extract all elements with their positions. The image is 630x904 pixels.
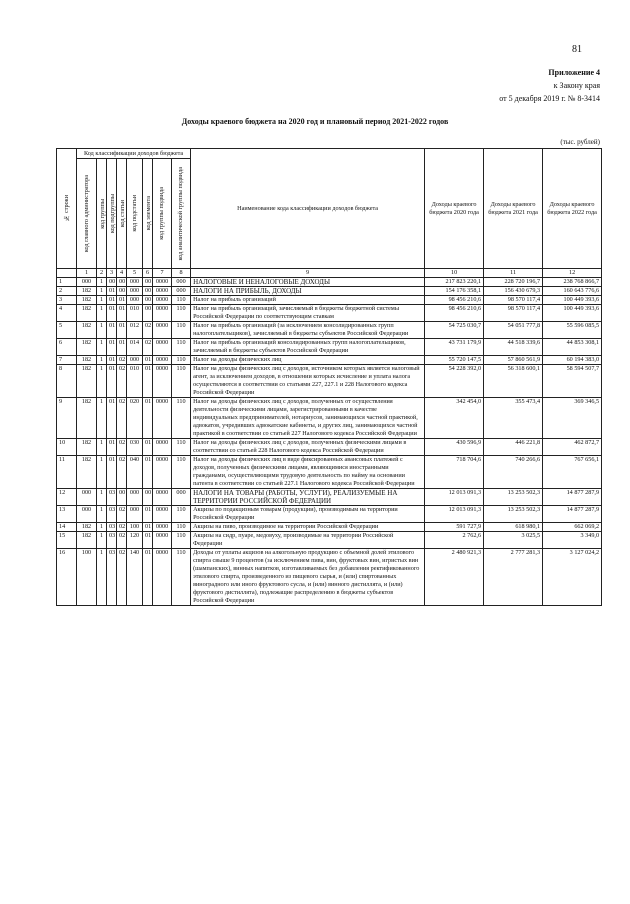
kbk-code-cell: 00 — [117, 489, 127, 506]
kbk-code-cell: 0000 — [153, 439, 172, 456]
value-2022: 58 594 507,7 — [543, 365, 602, 398]
header-code-subtype-group: код группы подвида — [153, 159, 172, 269]
kbk-code-cell: 1 — [97, 296, 107, 305]
value-2022: 462 872,7 — [543, 439, 602, 456]
col-number: 6 — [143, 269, 153, 278]
col-number: 12 — [543, 269, 602, 278]
kbk-code-cell: 03 — [107, 523, 117, 532]
table-row — [57, 506, 602, 523]
kbk-code-cell: 110 — [172, 305, 191, 322]
kbk-code-cell: 000 — [77, 506, 97, 523]
value-2020: 55 720 147,5 — [425, 356, 484, 365]
kbk-code-cell: 000 — [127, 506, 143, 523]
value-2021: 618 980,1 — [484, 523, 543, 532]
kbk-code-cell: 01 — [107, 365, 117, 398]
value-2020: 591 727,9 — [425, 523, 484, 532]
kbk-code-cell: 110 — [172, 296, 191, 305]
value-2022: 100 449 393,6 — [543, 305, 602, 322]
kbk-code-cell: 0000 — [153, 523, 172, 532]
value-2022: 662 069,2 — [543, 523, 602, 532]
appendix-title: Приложение 4 — [548, 68, 600, 77]
kbk-code-cell: 01 — [107, 287, 117, 296]
value-2021: 3 025,5 — [484, 532, 543, 549]
col-number: 7 — [153, 269, 172, 278]
col-number: 2 — [97, 269, 107, 278]
kbk-code-cell: 000 — [127, 356, 143, 365]
row-name: НАЛОГИ НА ПРИБЫЛЬ, ДОХОДЫ — [191, 287, 425, 296]
kbk-code-cell: 1 — [97, 523, 107, 532]
value-2022: 14 877 287,9 — [543, 489, 602, 506]
kbk-code-cell: 110 — [172, 456, 191, 489]
row-name: НАЛОГОВЫЕ И НЕНАЛОГОВЫЕ ДОХОДЫ — [191, 278, 425, 287]
row-number: 13 — [57, 506, 77, 523]
value-2021: 13 253 502,3 — [484, 506, 543, 523]
value-2022: 100 449 393,6 — [543, 296, 602, 305]
table-row — [57, 549, 602, 606]
header-code-article: код статьи — [117, 159, 127, 269]
kbk-code-cell: 000 — [127, 278, 143, 287]
kbk-code-cell: 01 — [107, 356, 117, 365]
kbk-code-cell: 00 — [107, 278, 117, 287]
kbk-code-cell: 00 — [143, 287, 153, 296]
table-row — [57, 489, 602, 506]
kbk-code-cell: 02 — [117, 439, 127, 456]
value-2021: 57 860 561,9 — [484, 356, 543, 365]
kbk-code-cell: 0000 — [153, 532, 172, 549]
header-code-group: код группы — [97, 159, 107, 269]
row-number: 15 — [57, 532, 77, 549]
row-name: Налог на доходы физических лиц с доходов, источником которых является налоговый агент, за исключением доходов, в отношении которых исчисление и уплата налога осуществляются в соответствии со статьями 227, 227.1 и 228 Налогового кодекса Российской Федерации — [191, 365, 425, 398]
table-row — [57, 439, 602, 456]
table-row — [57, 287, 602, 296]
row-number: 4 — [57, 305, 77, 322]
header-2020: Доходы краевого бюджета 2020 года — [425, 149, 484, 269]
header-code-element: код элемента — [143, 159, 153, 269]
kbk-code-cell: 01 — [107, 322, 117, 339]
kbk-code-cell: 110 — [172, 398, 191, 439]
kbk-code-cell: 03 — [107, 506, 117, 523]
kbk-code-cell: 01 — [143, 549, 153, 606]
kbk-code-cell: 1 — [97, 532, 107, 549]
kbk-code-cell: 1 — [97, 278, 107, 287]
header-kbk-group: Код классификации доходов бюджета — [77, 149, 191, 159]
header-name: Наименование кода классификации доходов бюджета — [191, 149, 425, 269]
value-2020: 154 176 358,1 — [425, 287, 484, 296]
row-name: Налог на доходы физических лиц с доходов, полученных физическими лицами в соответствии со статьей 228 Налогового кодекса Российской Федерации — [191, 439, 425, 456]
kbk-code-cell: 01 — [107, 456, 117, 489]
kbk-code-cell: 03 — [107, 549, 117, 606]
header-2021: Доходы краевого бюджета 2021 года — [484, 149, 543, 269]
table-row — [57, 398, 602, 439]
row-number: 6 — [57, 339, 77, 356]
row-number: 7 — [57, 356, 77, 365]
value-2020: 217 823 220,1 — [425, 278, 484, 287]
kbk-code-cell: 0000 — [153, 506, 172, 523]
value-2021: 228 720 196,7 — [484, 278, 543, 287]
value-2022: 238 768 866,7 — [543, 278, 602, 287]
row-number: 11 — [57, 456, 77, 489]
kbk-code-cell: 100 — [127, 523, 143, 532]
kbk-code-cell: 0000 — [153, 278, 172, 287]
kbk-code-cell: 182 — [77, 532, 97, 549]
col-number: 5 — [127, 269, 143, 278]
kbk-code-cell: 000 — [172, 287, 191, 296]
value-2021: 156 430 679,3 — [484, 287, 543, 296]
kbk-code-cell: 010 — [127, 305, 143, 322]
table-row — [57, 532, 602, 549]
kbk-code-cell: 182 — [77, 356, 97, 365]
value-2022: 3 127 024,2 — [543, 549, 602, 606]
column-numbers-row — [57, 269, 602, 278]
kbk-code-cell: 01 — [117, 322, 127, 339]
kbk-code-cell: 040 — [127, 456, 143, 489]
kbk-code-cell: 182 — [77, 456, 97, 489]
kbk-code-cell: 000 — [172, 278, 191, 287]
header-code-analytic-group: код аналитической группы подвида — [172, 159, 191, 269]
table-row — [57, 356, 602, 365]
kbk-code-cell: 110 — [172, 506, 191, 523]
kbk-code-cell: 182 — [77, 339, 97, 356]
kbk-code-cell: 01 — [107, 439, 117, 456]
value-2020: 54 228 392,0 — [425, 365, 484, 398]
kbk-code-cell: 182 — [77, 287, 97, 296]
kbk-code-cell: 02 — [117, 532, 127, 549]
col-number: 11 — [484, 269, 543, 278]
kbk-code-cell: 182 — [77, 296, 97, 305]
row-name: Налог на доходы физических лиц в виде фиксированных авансовых платежей с доходов, полученных физическими лицами, являющимися иностранными гражданами, осуществляющими трудовую деятельность по найму на основании патента в соответствии со статьей 227.1 Налогового кодекса Российской Федерации — [191, 456, 425, 489]
row-name: Акцизы по подакцизным товарам (продукции), производимым на территории Российской Федерации — [191, 506, 425, 523]
kbk-code-cell: 0000 — [153, 398, 172, 439]
kbk-code-cell: 1 — [97, 439, 107, 456]
kbk-code-cell: 02 — [117, 523, 127, 532]
row-name: Доходы от уплаты акцизов на алкогольную продукцию с объемной долей этилового спирта свыше 9 процентов (за исключением пива, вин, фруктовых вин, игристых вин (шампанских), винных напитков, изготавливаемых без добавления ректификованного этилового спирта, произведенного из пищевого сырья, и (или) спиртованных виноградного или иного фруктового сусла, и (или) винного дистиллята, и (или) фруктового дистиллята), подлежащие распределению в бюджеты субъектов Российской Федерации — [191, 549, 425, 606]
kbk-code-cell: 01 — [143, 356, 153, 365]
header-code-subarticle: код подстатьи — [127, 159, 143, 269]
kbk-code-cell: 01 — [117, 305, 127, 322]
kbk-code-cell: 140 — [127, 549, 143, 606]
kbk-code-cell: 1 — [97, 305, 107, 322]
value-2021: 56 318 600,1 — [484, 365, 543, 398]
kbk-code-cell: 00 — [143, 278, 153, 287]
value-2020: 2 762,6 — [425, 532, 484, 549]
col-number: 1 — [77, 269, 97, 278]
col-number: 8 — [172, 269, 191, 278]
kbk-code-cell: 1 — [97, 489, 107, 506]
value-2021: 355 473,4 — [484, 398, 543, 439]
header-2022: Доходы краевого бюджета 2022 года — [543, 149, 602, 269]
col-number: 10 — [425, 269, 484, 278]
kbk-code-cell: 01 — [143, 506, 153, 523]
value-2022: 60 194 383,0 — [543, 356, 602, 365]
kbk-code-cell: 0000 — [153, 296, 172, 305]
value-2021: 54 051 777,8 — [484, 322, 543, 339]
kbk-code-cell: 020 — [127, 398, 143, 439]
appendix-date: от 5 декабря 2019 г. № 8-3414 — [499, 94, 600, 103]
row-name: Акцизы на сидр, пуаре, медовуху, производимые на территории Российской Федерации — [191, 532, 425, 549]
kbk-code-cell: 110 — [172, 532, 191, 549]
kbk-code-cell: 012 — [127, 322, 143, 339]
kbk-code-cell: 110 — [172, 322, 191, 339]
value-2020: 342 454,0 — [425, 398, 484, 439]
row-name: Налог на прибыль организаций, зачисляемый в бюджеты бюджетной системы Российской Федерации по соответствующим ставкам — [191, 305, 425, 322]
table-row — [57, 296, 602, 305]
value-2021: 13 253 502,3 — [484, 489, 543, 506]
row-number: 3 — [57, 296, 77, 305]
row-name: Налог на прибыль организаций консолидированных групп налогоплательщиков, зачисляемый в бюджеты субъектов Российской Федерации — [191, 339, 425, 356]
row-number: 12 — [57, 489, 77, 506]
header-code-admin: код главного администратора — [77, 159, 97, 269]
value-2022: 767 656,1 — [543, 456, 602, 489]
kbk-code-cell: 02 — [117, 549, 127, 606]
col-number: 4 — [117, 269, 127, 278]
kbk-code-cell: 1 — [97, 287, 107, 296]
kbk-code-cell: 03 — [107, 532, 117, 549]
value-2020: 12 013 091,3 — [425, 506, 484, 523]
row-name: Налог на доходы физических лиц — [191, 356, 425, 365]
appendix-law: к Закону края — [553, 81, 600, 90]
value-2020: 430 596,9 — [425, 439, 484, 456]
value-2020: 98 456 210,6 — [425, 305, 484, 322]
row-number: 5 — [57, 322, 77, 339]
value-2020: 43 731 179,9 — [425, 339, 484, 356]
kbk-code-cell: 010 — [127, 365, 143, 398]
kbk-code-cell: 01 — [143, 523, 153, 532]
units-label: (тыс. рублей) — [560, 138, 600, 146]
table-row — [57, 456, 602, 489]
kbk-code-cell: 110 — [172, 365, 191, 398]
value-2021: 2 777 281,3 — [484, 549, 543, 606]
kbk-code-cell: 0000 — [153, 287, 172, 296]
value-2022: 369 346,5 — [543, 398, 602, 439]
kbk-code-cell: 02 — [143, 339, 153, 356]
value-2021: 44 518 339,6 — [484, 339, 543, 356]
value-2021: 446 221,8 — [484, 439, 543, 456]
kbk-code-cell: 00 — [117, 278, 127, 287]
kbk-code-cell: 02 — [117, 456, 127, 489]
kbk-code-cell: 01 — [143, 439, 153, 456]
kbk-code-cell: 182 — [77, 365, 97, 398]
table-body — [57, 278, 602, 606]
row-number: 14 — [57, 523, 77, 532]
value-2020: 718 704,6 — [425, 456, 484, 489]
kbk-code-cell: 03 — [107, 489, 117, 506]
kbk-code-cell: 02 — [117, 356, 127, 365]
document-title: Доходы краевого бюджета на 2020 год и плановый период 2021-2022 годов — [181, 117, 449, 126]
value-2022: 160 643 776,6 — [543, 287, 602, 296]
kbk-code-cell: 0000 — [153, 356, 172, 365]
kbk-code-cell: 100 — [77, 549, 97, 606]
kbk-code-cell: 00 — [143, 489, 153, 506]
budget-table — [56, 148, 602, 606]
kbk-code-cell: 1 — [97, 356, 107, 365]
page-number: 81 — [572, 44, 582, 55]
value-2022: 14 877 287,9 — [543, 506, 602, 523]
kbk-code-cell: 014 — [127, 339, 143, 356]
kbk-code-cell: 1 — [97, 506, 107, 523]
kbk-code-cell: 1 — [97, 339, 107, 356]
kbk-code-cell: 01 — [117, 339, 127, 356]
table-row — [57, 305, 602, 322]
kbk-code-cell: 000 — [127, 489, 143, 506]
kbk-code-cell: 182 — [77, 322, 97, 339]
row-number: 9 — [57, 398, 77, 439]
kbk-code-cell: 01 — [107, 296, 117, 305]
col-number: 9 — [191, 269, 425, 278]
row-name: НАЛОГИ НА ТОВАРЫ (РАБОТЫ, УСЛУГИ), РЕАЛИЗУЕМЫЕ НА ТЕРРИТОРИИ РОССИЙСКОЙ ФЕДЕРАЦИИ — [191, 489, 425, 506]
col-number — [57, 269, 77, 278]
kbk-code-cell: 182 — [77, 439, 97, 456]
kbk-code-cell: 01 — [107, 339, 117, 356]
row-name: Налог на доходы физических лиц с доходов, полученных от осуществления деятельности физическими лицами, зарегистрированными в качестве индивидуальных предпринимателей, нотариусов, занимающихся частной практикой, адвокатов, учредивших адвокатские кабинеты, и других лиц, занимающихся частной практикой в соответствии со статьей 227 Налогового кодекса Российской Федерации — [191, 398, 425, 439]
kbk-code-cell: 110 — [172, 549, 191, 606]
kbk-code-cell: 0000 — [153, 322, 172, 339]
kbk-code-cell: 1 — [97, 398, 107, 439]
value-2020: 54 725 030,7 — [425, 322, 484, 339]
kbk-code-cell: 182 — [77, 305, 97, 322]
kbk-code-cell: 0000 — [153, 339, 172, 356]
kbk-code-cell: 000 — [172, 489, 191, 506]
kbk-code-cell: 182 — [77, 523, 97, 532]
kbk-code-cell: 000 — [77, 278, 97, 287]
kbk-code-cell: 000 — [77, 489, 97, 506]
kbk-code-cell: 000 — [127, 296, 143, 305]
value-2022: 3 349,0 — [543, 532, 602, 549]
kbk-code-cell: 00 — [143, 296, 153, 305]
kbk-code-cell: 01 — [117, 296, 127, 305]
kbk-code-cell: 02 — [117, 365, 127, 398]
kbk-code-cell: 01 — [143, 365, 153, 398]
value-2020: 12 013 091,3 — [425, 489, 484, 506]
table-row — [57, 322, 602, 339]
kbk-code-cell: 182 — [77, 398, 97, 439]
col-number: 3 — [107, 269, 117, 278]
kbk-code-cell: 1 — [97, 549, 107, 606]
row-number: 1 — [57, 278, 77, 287]
kbk-code-cell: 0000 — [153, 365, 172, 398]
value-2022: 55 596 085,5 — [543, 322, 602, 339]
row-number: 16 — [57, 549, 77, 606]
kbk-code-cell: 0000 — [153, 456, 172, 489]
row-name: Налог на прибыль организаций — [191, 296, 425, 305]
row-number: 10 — [57, 439, 77, 456]
kbk-code-cell: 110 — [172, 339, 191, 356]
value-2021: 740 266,6 — [484, 456, 543, 489]
value-2021: 98 570 117,4 — [484, 305, 543, 322]
kbk-code-cell: 01 — [143, 532, 153, 549]
kbk-code-cell: 0000 — [153, 305, 172, 322]
kbk-code-cell: 02 — [143, 322, 153, 339]
table-row — [57, 365, 602, 398]
table-row — [57, 339, 602, 356]
kbk-code-cell: 0000 — [153, 549, 172, 606]
kbk-code-cell: 030 — [127, 439, 143, 456]
kbk-code-cell: 01 — [143, 398, 153, 439]
kbk-code-cell: 120 — [127, 532, 143, 549]
row-name: Акцизы на пиво, производимое на территории Российской Федерации — [191, 523, 425, 532]
kbk-code-cell: 1 — [97, 365, 107, 398]
kbk-code-cell: 00 — [117, 287, 127, 296]
row-number: 8 — [57, 365, 77, 398]
value-2020: 98 456 210,6 — [425, 296, 484, 305]
kbk-code-cell: 0000 — [153, 489, 172, 506]
kbk-code-cell: 1 — [97, 322, 107, 339]
kbk-code-cell: 00 — [143, 305, 153, 322]
value-2021: 98 570 117,4 — [484, 296, 543, 305]
kbk-code-cell: 02 — [117, 506, 127, 523]
table-row — [57, 278, 602, 287]
kbk-code-cell: 110 — [172, 523, 191, 532]
appendix-heading — [499, 66, 600, 105]
row-name: Налог на прибыль организаций (за исключением консолидированных групп налогоплательщиков), зачисляемый в бюджеты субъектов Российской Федерации — [191, 322, 425, 339]
value-2020: 2 480 921,3 — [425, 549, 484, 606]
kbk-code-cell: 01 — [107, 398, 117, 439]
header-code-subgroup: код подгруппы — [107, 159, 117, 269]
kbk-code-cell: 110 — [172, 356, 191, 365]
kbk-code-cell: 01 — [143, 456, 153, 489]
row-number: 2 — [57, 287, 77, 296]
kbk-code-cell: 1 — [97, 456, 107, 489]
table-row — [57, 523, 602, 532]
kbk-code-cell: 02 — [117, 398, 127, 439]
kbk-code-cell: 110 — [172, 439, 191, 456]
kbk-code-cell: 01 — [107, 305, 117, 322]
header-row-no: № строки — [57, 149, 77, 269]
value-2022: 44 853 308,1 — [543, 339, 602, 356]
kbk-code-cell: 000 — [127, 287, 143, 296]
